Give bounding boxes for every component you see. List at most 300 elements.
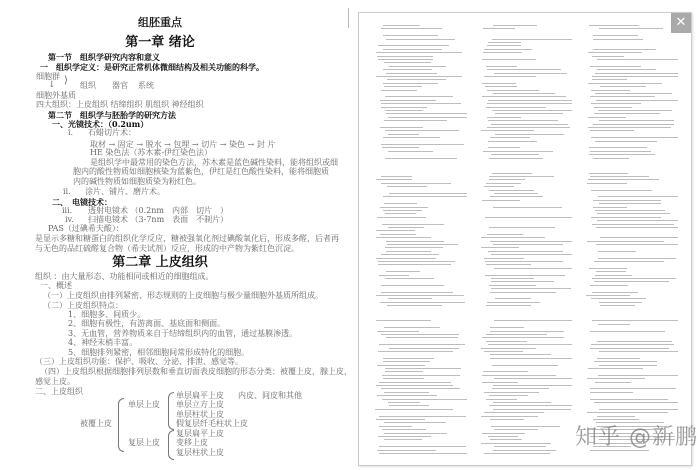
text-line (489, 179, 524, 180)
text-line (599, 351, 678, 352)
text-line (376, 419, 425, 420)
text-line (593, 158, 629, 159)
text-line (593, 49, 656, 50)
text-line (494, 429, 538, 430)
text-line (493, 207, 562, 208)
text-line (387, 79, 445, 80)
merge-arrow-icon: ⟩ (64, 75, 68, 86)
page-thumbnail[interactable] (584, 21, 678, 161)
text-line (386, 39, 455, 40)
text-line (490, 331, 563, 332)
arrow-down-icon: ↓ (48, 80, 56, 90)
text-line (591, 103, 641, 104)
overview-2: （二）上皮组织特点： (43, 301, 123, 310)
item-num: 二、 (52, 197, 68, 207)
page-thumbnail-sheet (358, 12, 692, 466)
arrow-right-icon: → (133, 140, 146, 149)
text-line (484, 392, 540, 393)
flow-step: 固定 (117, 140, 134, 149)
pas-para-2: 与无色的品红硫醛复合物（希夫试剂）反应，形成的中产物为紫红色沉淀。 (35, 244, 299, 253)
text-line (486, 399, 517, 400)
level-organ: 器官 (112, 81, 128, 90)
text-line (384, 392, 429, 393)
text-line (494, 268, 573, 269)
text-line (482, 200, 520, 201)
text-line (378, 436, 430, 437)
text-line (484, 49, 532, 50)
text-line (377, 331, 418, 332)
text-line (488, 251, 564, 252)
text-line (388, 151, 434, 152)
text-line (491, 426, 559, 427)
he-para-2: 胞内的酸性物质如细胞核染为蓝紫色，伊红是红色酸性染料，能将细胞质 (73, 167, 329, 176)
text-line (487, 69, 561, 70)
arrow-right-icon: → (189, 140, 202, 149)
text-line (597, 358, 640, 359)
single-item: 单层立方上皮 (176, 400, 224, 409)
text-line (383, 25, 420, 26)
text-line (384, 203, 418, 204)
text-line (489, 158, 543, 159)
text-line (379, 446, 467, 447)
text-line (487, 117, 522, 118)
pas-para-1: 是显示多糖和糖蛋白的组织化学反应，糖被强氧化剂过碘酸氧化后，形成多醛，后者再 (35, 234, 339, 243)
text-line (383, 49, 442, 50)
text-line (484, 76, 536, 77)
text-line (387, 305, 442, 306)
text-line (481, 348, 536, 349)
text-line (489, 176, 554, 177)
text-line (491, 278, 534, 279)
text-line (588, 127, 671, 128)
flow-step: 切片 (201, 140, 218, 149)
text-line (483, 371, 528, 372)
text-line (381, 183, 451, 184)
text-line (491, 154, 539, 155)
text-line (592, 79, 627, 80)
text-line (491, 281, 555, 282)
text-line (487, 45, 521, 46)
text-line (487, 90, 540, 91)
text-line (588, 179, 659, 180)
text-line (388, 117, 467, 118)
text-line (586, 295, 630, 296)
text-line (485, 261, 563, 262)
text-line (377, 450, 436, 451)
tem-label: 透射电镜术 （0.2nm 内部 切片 ） (88, 206, 229, 215)
item-num: iii. (62, 206, 73, 215)
text-line (590, 96, 655, 97)
text-line (384, 120, 447, 121)
text-line (385, 213, 416, 214)
text-line (386, 271, 420, 272)
text-line (386, 113, 467, 114)
lm-heading: 一、光镜技术：（0.2um） (52, 119, 149, 129)
text-line (383, 69, 433, 70)
flow-step: 脱水 (145, 140, 162, 149)
text-line (590, 392, 632, 393)
text-line (589, 25, 640, 26)
text-line (386, 337, 458, 338)
text-line (486, 341, 528, 342)
level-tissue: 组织 (80, 81, 96, 90)
text-line (383, 83, 437, 84)
text-line (589, 173, 628, 174)
text-line (595, 93, 672, 94)
text-line (491, 288, 571, 289)
text-line (594, 361, 656, 362)
text-line (488, 147, 520, 148)
text-line (376, 385, 453, 386)
text-line (593, 124, 675, 125)
scrollbar[interactable] (348, 8, 349, 28)
text-line (491, 124, 568, 125)
text-line (485, 217, 573, 218)
pas-label: PAS（过碘希夫酸）： (48, 224, 124, 233)
text-line (381, 388, 460, 389)
text-line (380, 100, 436, 101)
text-line (376, 295, 464, 296)
text-line (389, 405, 430, 406)
text-line (380, 127, 423, 128)
text-line (387, 244, 457, 245)
text-line (383, 137, 439, 138)
text-line (490, 354, 551, 355)
page-thumbnail[interactable] (373, 169, 467, 309)
strat-item: 变移上皮 (176, 438, 208, 447)
text-line (379, 453, 467, 454)
he-para-3: 内的碱性物质如细胞质染为粉红色。 (73, 177, 201, 186)
he-para-1: 是组织学中最常用的染色方法，苏木素是蓝色碱性染料，能将组织或细 (90, 158, 338, 167)
text-line (592, 278, 676, 279)
text-line (492, 110, 573, 111)
strat-item: 复层柱状上皮 (176, 448, 224, 457)
doc-title: 组胚重点 (138, 16, 182, 29)
overview-4-cont: 感觉上皮。 (35, 377, 75, 386)
page-thumbnail[interactable] (479, 21, 573, 161)
text-line (378, 264, 452, 265)
single-item: 假复层纤毛柱状上皮 (176, 419, 248, 428)
text-line (482, 433, 525, 434)
strat-item: 复层扁平上皮 (176, 429, 224, 438)
he-stain: HE 染色法（苏木素-伊红染色法） (90, 148, 213, 157)
brace-icon (168, 430, 174, 460)
single-item: 单层柱状上皮 (176, 410, 224, 419)
text-line (493, 25, 537, 26)
text-line (482, 382, 518, 383)
text-line (481, 237, 545, 238)
item-num: i. (68, 128, 74, 137)
text-line (490, 439, 521, 440)
text-line (593, 35, 638, 36)
text-line (598, 251, 636, 252)
text-line (384, 422, 447, 423)
text-line (489, 395, 527, 396)
text-line (593, 39, 643, 40)
text-line (493, 409, 571, 410)
text-line (384, 439, 423, 440)
paraffin-label: 石蜡切片术： (88, 128, 136, 137)
text-line (492, 39, 572, 40)
text-line (380, 207, 428, 208)
feature-4: 4、神经末梢丰富。 (68, 338, 138, 347)
text-line (377, 217, 427, 218)
text-line (590, 285, 627, 286)
overview-heading: 一、概述 (40, 281, 72, 290)
text-line (492, 365, 558, 366)
text-line (599, 365, 657, 366)
text-line (598, 324, 630, 325)
text-line (591, 344, 674, 345)
text-line (598, 375, 678, 376)
text-line (377, 56, 434, 57)
text-line (486, 264, 531, 265)
text-line (383, 358, 433, 359)
definition: 一 组织学定义：是研究正常机体微细结构及相关功能的科学。 (40, 62, 264, 72)
cells-label: 细胞群 (36, 72, 60, 81)
text-line (376, 230, 415, 231)
em-heading: 电镜技术： (72, 197, 112, 207)
text-line (493, 450, 555, 451)
text-line (490, 241, 572, 242)
text-line (375, 409, 452, 410)
sem-label: 扫描电镜术 （3-7nm 表面 不制片） (88, 215, 229, 224)
text-line (379, 344, 465, 345)
overview-4: （四）上皮组织根据细胞排列层数和垂直切面表皮细胞的形态分类：被覆上皮，腺上皮， (40, 367, 352, 376)
text-line (588, 83, 661, 84)
text-line (388, 298, 432, 299)
text-line (482, 59, 536, 60)
page-thumbnail[interactable] (479, 316, 573, 456)
text-line (600, 305, 635, 306)
text-line (488, 436, 519, 437)
text-line (592, 56, 624, 57)
text-line (381, 285, 444, 286)
text-line (386, 73, 437, 74)
text-line (387, 186, 427, 187)
text-line (384, 433, 447, 434)
text-line (494, 73, 567, 74)
text-line (378, 351, 453, 352)
text-line (590, 151, 651, 152)
text-line (590, 348, 669, 349)
text-line (487, 302, 540, 303)
text-line (487, 234, 523, 235)
close-button[interactable]: ✕ (671, 13, 691, 33)
text-line (485, 86, 517, 87)
text-line (592, 224, 674, 225)
text-line (598, 258, 676, 259)
text-line (489, 227, 556, 228)
text-line (597, 341, 672, 342)
text-line (381, 28, 441, 29)
text-line (484, 412, 545, 413)
brace-icon (168, 392, 174, 430)
text-line (599, 409, 678, 410)
feature-2: 2、细胞有极性，有游离面、基底面和侧面。 (68, 319, 226, 328)
text-line (484, 453, 550, 454)
text-line (495, 134, 565, 135)
text-line (597, 220, 678, 221)
text-line (484, 351, 523, 352)
thumbnail-grid (373, 21, 678, 456)
overview-3: （三）上皮组织功能：保护、吸收、分泌、排泄、感觉等。 (35, 357, 243, 366)
text-line (487, 103, 572, 104)
text-line (482, 375, 556, 376)
text-line (376, 258, 436, 259)
flow-step: 取材 (90, 140, 106, 149)
text-line (385, 110, 423, 111)
text-line (591, 90, 631, 91)
chapter-1-heading: 第一章 绪论 (125, 35, 195, 50)
flow-step: 包埋 (173, 140, 190, 149)
item-num: ii. (63, 187, 71, 196)
text-line (483, 28, 515, 29)
text-line (600, 86, 647, 87)
text-line (486, 183, 521, 184)
text-line (598, 196, 678, 197)
text-line (595, 141, 657, 142)
text-line (488, 344, 572, 345)
page-thumbnail[interactable] (373, 316, 467, 456)
section-1-heading: 第一节 组织学研究内容和意义 (48, 52, 160, 62)
text-line (590, 176, 649, 177)
text-line (389, 348, 460, 349)
text-line (383, 196, 467, 197)
text-line (482, 83, 516, 84)
text-line (382, 429, 426, 430)
text-line (481, 247, 519, 248)
text-line (597, 69, 657, 70)
text-line (495, 113, 563, 114)
text-line (587, 412, 668, 413)
smear-label: 涂片、铺片、磨片术。 (85, 187, 165, 196)
text-line (590, 331, 665, 332)
text-line (389, 66, 446, 67)
text-line (382, 147, 420, 148)
text-line (386, 241, 444, 242)
text-line (379, 426, 412, 427)
text-line (384, 86, 422, 87)
text-line (595, 275, 632, 276)
text-line (481, 416, 539, 417)
text-line (593, 207, 627, 208)
single-layer: 单层上皮 (128, 400, 160, 409)
text-line (594, 281, 670, 282)
text-line (589, 147, 648, 148)
text-line (485, 275, 565, 276)
four-tissues: 四大组织：上皮组织 结缔组织 肌组织 神经组织 (36, 100, 204, 109)
text-line (590, 399, 668, 400)
text-line (591, 217, 660, 218)
text-line (597, 416, 636, 417)
text-line (385, 368, 461, 369)
text-line (587, 241, 664, 242)
tissue-definition: 组织 ：由大量形态、功能相同或相近的细胞组成。 (35, 272, 214, 281)
text-line (495, 298, 532, 299)
text-line (490, 327, 524, 328)
text-line (486, 305, 531, 306)
text-line (491, 254, 572, 255)
text-line (376, 179, 411, 180)
text-line (381, 90, 416, 91)
text-line (597, 213, 670, 214)
text-line (595, 73, 678, 74)
text-line (493, 93, 555, 94)
text-line (377, 395, 436, 396)
text-line (383, 378, 424, 379)
text-line (592, 76, 678, 77)
text-line (388, 227, 423, 228)
flow-step: 封 片 (256, 140, 276, 149)
text-line (590, 66, 641, 67)
text-line (494, 378, 572, 379)
item-num: iv. (65, 215, 74, 224)
text-line (376, 76, 462, 77)
text-line (376, 237, 431, 238)
text-line (600, 237, 678, 238)
text-line (386, 251, 431, 252)
text-line (591, 298, 645, 299)
text-line (488, 100, 572, 101)
ecm-label: 细胞外基质 (36, 91, 76, 100)
text-line (378, 261, 455, 262)
text-line (388, 134, 418, 135)
text-line (489, 405, 573, 406)
text-line (595, 210, 664, 211)
text-line (381, 144, 463, 145)
text-line (376, 52, 462, 53)
text-line (486, 107, 546, 108)
text-line (489, 190, 534, 191)
page-thumbnail[interactable] (373, 21, 467, 161)
text-line (599, 28, 663, 29)
text-line (596, 100, 678, 101)
text-line (588, 52, 642, 53)
text-line (588, 368, 643, 369)
text-line (379, 416, 466, 417)
text-line (385, 278, 434, 279)
text-line (490, 196, 544, 197)
text-line (381, 103, 461, 104)
text-line (599, 302, 642, 303)
text-line (383, 210, 422, 211)
text-line (597, 59, 678, 60)
text-line (490, 292, 556, 293)
text-line (494, 446, 546, 447)
page-thumbnail[interactable] (479, 169, 573, 309)
text-line (383, 361, 431, 362)
text-line (482, 96, 566, 97)
text-line (385, 96, 454, 97)
text-line (594, 113, 661, 114)
feature-5: 5、细胞排列紧密，相邻细胞间常形成特化的细胞。 (68, 348, 250, 357)
text-line (483, 151, 552, 152)
text-line (594, 107, 631, 108)
text-line (594, 402, 678, 403)
text-line (595, 382, 631, 383)
overview-1: （一）上皮组织由排列紧密、形态规则的上皮细胞与极少量细胞外基质所组成。 (43, 291, 323, 300)
text-line (587, 183, 627, 184)
arrow-right-icon: → (106, 140, 118, 149)
text-line (484, 258, 525, 259)
text-line (591, 137, 678, 138)
page-thumbnail[interactable] (584, 169, 678, 309)
text-line (384, 327, 440, 328)
text-line (380, 302, 464, 303)
text-line (590, 130, 635, 131)
stratified: 复层上皮 (128, 438, 160, 447)
